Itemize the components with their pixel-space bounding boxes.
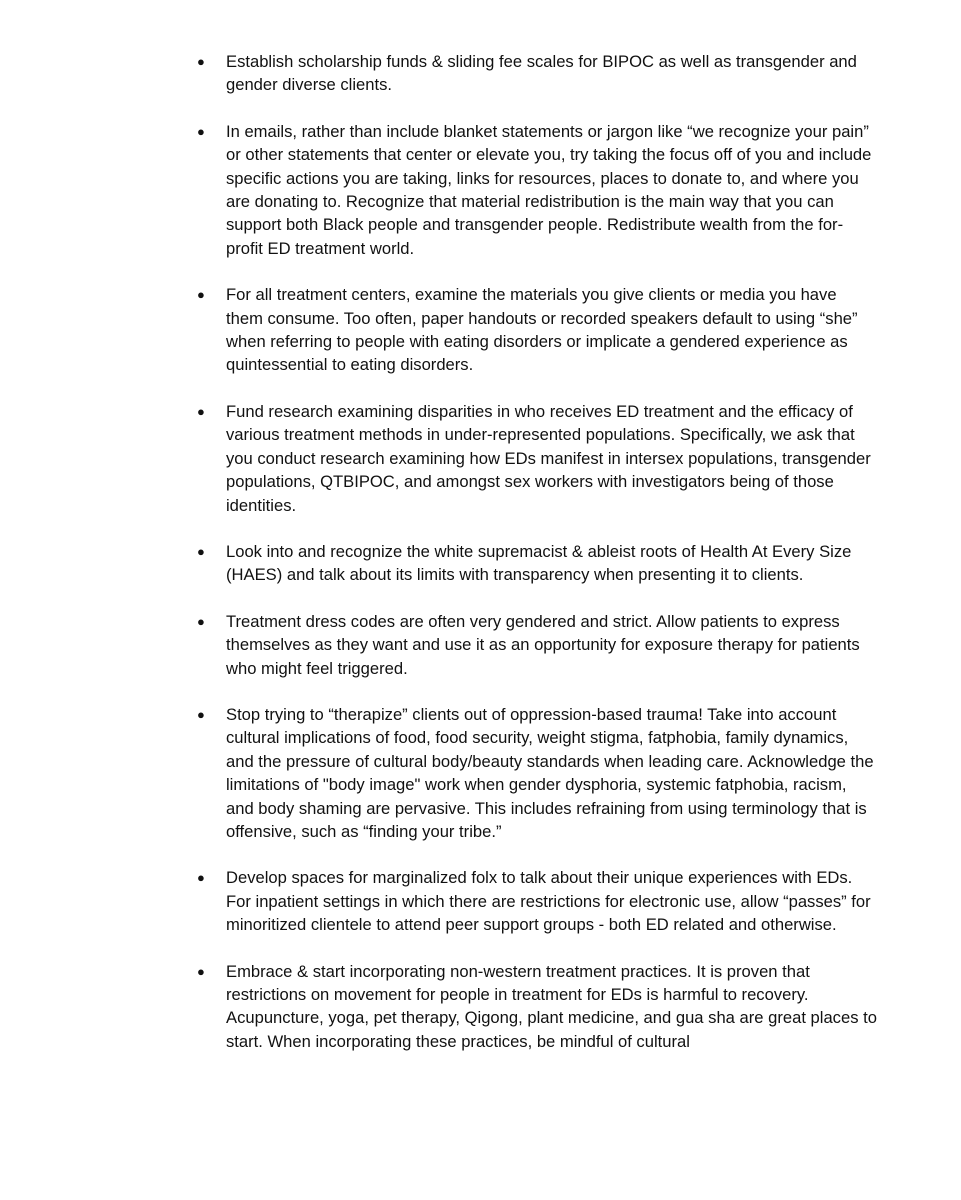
list-item (197, 540, 877, 587)
list-item (197, 866, 877, 936)
list-item (197, 610, 877, 680)
list-item (197, 283, 877, 377)
list-item (197, 120, 877, 260)
bullet-icon: ● (197, 403, 205, 419)
recommendation-list (197, 50, 877, 1076)
bullet-icon: ● (197, 287, 205, 303)
list-item-text: Embrace & start incorporating non-western treatment practices. It is proven that restrictions on movement for people in treatment for EDs is harmful to recovery. Acupuncture, yoga, pet therapy, Qigong, plant medicine, and gua sha are great places to start. When incorporating these practices, be mindful of cultural (226, 961, 877, 1051)
list-item (197, 960, 877, 1054)
list-item-text: Develop spaces for marginalized folx to talk about their unique experiences with EDs. For inpatient settings in which there are restrictions for electronic use, allow “passes” for minoritized clientele to attend peer support groups - both ED related and otherwise. (226, 868, 871, 935)
list-item-text: In emails, rather than include blanket statements or jargon like “we recognize your pain” or other statements that center or elevate you, try taking the focus off of you and include specific actions you are taking, links for resources, places to donate to, and where you are donating to. Recognize that material redistribution is the main way that you can support both Black people and transgender people. Redistribute wealth from the for-profit ED treatment world. (226, 121, 872, 258)
bullet-icon: ● (197, 706, 205, 722)
list-item-text: For all treatment centers, examine the materials you give clients or media you have them consume. Too often, paper handouts or recorded speakers default to using “she” when referring to people with eating disorders or implicate a gendered experience as quintessential to eating disorders. (226, 285, 858, 375)
list-item-text: Stop trying to “therapize” clients out of oppression-based trauma! Take into account cultural implications of food, food security, weight stigma, fatphobia, family dynamics, and the pressure of cultural body/beauty standards when leading care. Acknowledge the limitations of "body image" work when gender dysphoria, systemic fatphobia, racism, and body shaming are pervasive. This includes refraining from using terminology that is offensive, such as “finding your tribe.” (226, 704, 874, 841)
list-item-text: Look into and recognize the white supremacist & ableist roots of Health At Every Size (HAES) and talk about its limits with transparency when presenting it to clients. (226, 541, 852, 585)
bullet-icon: ● (197, 543, 205, 559)
list-item (197, 703, 877, 843)
list-item (197, 50, 877, 97)
bullet-icon: ● (197, 54, 205, 69)
list-item-text: Fund research examining disparities in who receives ED treatment and the efficacy of various treatment methods in under-represented populations. Specifically, we ask that you conduct research examining how EDs manifest in intersex populations, transgender populations, QTBIPOC, and amongst sex workers with investigators being of those identities. (226, 401, 871, 515)
list-item-text: Establish scholarship funds & sliding fee scales for BIPOC as well as transgender and gender diverse clients. (226, 52, 857, 95)
bullet-icon: ● (197, 870, 205, 886)
list-item-text: Treatment dress codes are often very gendered and strict. Allow patients to express themselves as they want and use it as an opportunity for exposure therapy for patients who might feel triggered. (226, 611, 860, 678)
bullet-icon: ● (197, 123, 205, 139)
list-item (197, 400, 877, 517)
bullet-icon: ● (197, 963, 205, 979)
bullet-icon: ● (197, 613, 205, 629)
